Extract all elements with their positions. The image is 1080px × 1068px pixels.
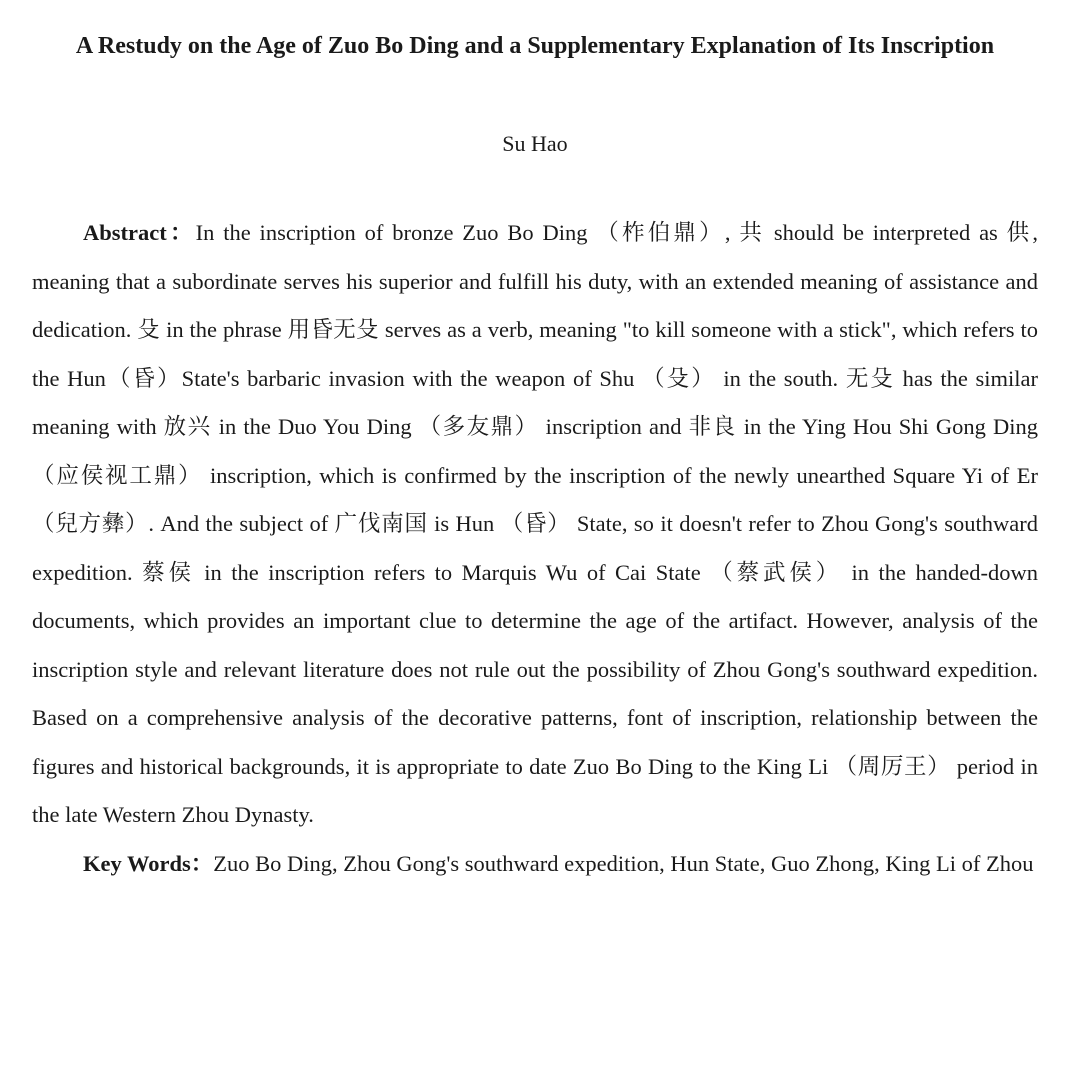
paper-title: A Restudy on the Age of Zuo Bo Ding and a Supplementary Explanation of Its Inscription [75, 33, 995, 59]
keywords-text: Zuo Bo Ding, Zhou Gong's southward expedition, Hun State, Guo Zhong, King Li of Zhou [213, 850, 1034, 876]
paper-page [32, 22, 1038, 888]
abstract-text: In the inscription of bronze Zuo Bo Ding （柞伯鼎）, 共 should be interpreted as 供, meaning that a subordinate serves his superior and fulfill his duty, with an extended meaning of assistance and dedication. 殳 in the phrase 用昏无殳 serves as a verb, meaning "to kill someone with a stick", which refers to the Hun（昏）State's barbaric invasion with the weapon of Shu （殳） in the south. 无殳 has the similar meaning with 放兴 in the Duo You Ding （多友鼎） inscription and 非良 in the Ying Hou Shi Gong Ding （应侯视工鼎） inscription, which is confirmed by the inscription of the newly unearthed Square Yi of Er （兒方彝）. And the subject of 广伐南国 is Hun （昏） State, so it doesn't refer to Zhou Gong's southward expedition. 蔡侯 in the inscription refers to Marquis Wu of Cai State （蔡武侯） in the handed-down documents, which provides an important clue to determine the age of the artifact. However, analysis of the inscription style and relevant literature does not rule out the possibility of Zhou Gong's southward expedition. Based on a comprehensive analysis of the decorative patterns, font of inscription, relationship between the figures and historical backgrounds, it is appropriate to date Zuo Bo Ding to the King Li （周厉王） period in the late Western Zhou Dynasty. [32, 220, 1038, 827]
keywords-paragraph [32, 840, 1038, 889]
abstract-paragraph [32, 209, 1038, 840]
keywords-label: Key Words： [83, 850, 214, 876]
abstract-label: Abstract： [83, 220, 196, 245]
paper-author: Su Hao [502, 131, 568, 156]
